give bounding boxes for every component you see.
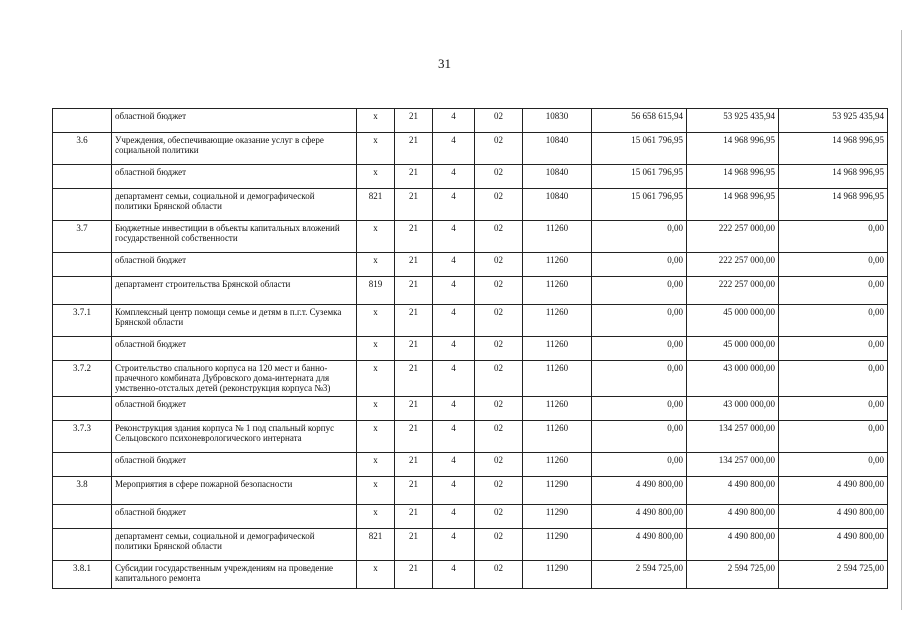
amount-year3-cell: 0,00 [779,453,888,477]
table-row [53,505,888,529]
table-row [53,397,888,421]
program-code-cell: 21 [395,337,433,361]
amount-year1-cell: 56 658 615,94 [592,109,687,133]
subprogram-code-cell: 4 [433,453,475,477]
table-row [53,477,888,505]
target-code-cell: 11260 [523,277,592,305]
program-code-cell: 21 [395,253,433,277]
program-code-cell: 21 [395,421,433,453]
admin-code-cell: х [357,561,395,589]
admin-code-cell: х [357,477,395,505]
target-code-cell: 11260 [523,221,592,253]
subprogram-code-cell: 4 [433,529,475,561]
row-name-cell: департамент семьи, социальной и демографической политики Брянской области [112,189,357,221]
section-code-cell: 02 [475,397,523,421]
amount-year1-cell: 0,00 [592,453,687,477]
amount-year1-cell: 0,00 [592,277,687,305]
amount-year3-cell: 4 490 800,00 [779,477,888,505]
section-code-cell: 02 [475,361,523,397]
program-code-cell: 21 [395,505,433,529]
target-code-cell: 11260 [523,337,592,361]
section-code-cell: 02 [475,165,523,189]
row-number-cell [53,109,112,133]
admin-code-cell: х [357,453,395,477]
amount-year1-cell: 2 594 725,00 [592,561,687,589]
row-name-cell: областной бюджет [112,337,357,361]
section-code-cell: 02 [475,133,523,165]
amount-year3-cell: 0,00 [779,277,888,305]
row-number-cell [53,277,112,305]
row-name-cell: Бюджетные инвестиции в объекты капитальных вложений государственной собственности [112,221,357,253]
row-number-cell [53,529,112,561]
row-number-cell [53,453,112,477]
table-row [53,277,888,305]
amount-year2-cell: 14 968 996,95 [687,133,779,165]
row-number-cell [53,337,112,361]
program-code-cell: 21 [395,277,433,305]
row-name-cell: Субсидии государственным учреждениям на проведение капитального ремонта [112,561,357,589]
page-number: 31 [438,56,451,71]
amount-year1-cell: 0,00 [592,421,687,453]
amount-year2-cell: 4 490 800,00 [687,505,779,529]
amount-year3-cell: 0,00 [779,253,888,277]
amount-year2-cell: 14 968 996,95 [687,165,779,189]
amount-year2-cell: 4 490 800,00 [687,477,779,505]
table-row [53,221,888,253]
amount-year3-cell: 0,00 [779,337,888,361]
target-code-cell: 10840 [523,189,592,221]
program-code-cell: 21 [395,361,433,397]
row-name-cell: департамент строительства Брянской области [112,277,357,305]
amount-year2-cell: 43 000 000,00 [687,397,779,421]
program-code-cell: 21 [395,189,433,221]
table-row [53,453,888,477]
table-row [53,133,888,165]
amount-year3-cell: 4 490 800,00 [779,529,888,561]
admin-code-cell: х [357,397,395,421]
target-code-cell: 10830 [523,109,592,133]
row-name-cell: департамент семьи, социальной и демографической политики Брянской области [112,529,357,561]
amount-year1-cell: 0,00 [592,305,687,337]
budget-table-body [53,109,888,589]
amount-year1-cell: 4 490 800,00 [592,505,687,529]
section-code-cell: 02 [475,189,523,221]
section-code-cell: 02 [475,477,523,505]
program-code-cell: 21 [395,529,433,561]
amount-year3-cell: 0,00 [779,221,888,253]
program-code-cell: 21 [395,221,433,253]
row-number-cell: 3.8.1 [53,561,112,589]
row-name-cell: Реконструкция здания корпуса № 1 под спальный корпус Сельцовского психоневрологического интерната [112,421,357,453]
target-code-cell: 11290 [523,561,592,589]
budget-table [52,108,888,589]
program-code-cell: 21 [395,305,433,337]
amount-year2-cell: 14 968 996,95 [687,189,779,221]
amount-year3-cell: 0,00 [779,305,888,337]
admin-code-cell: х [357,337,395,361]
row-number-cell [53,505,112,529]
amount-year1-cell: 4 490 800,00 [592,529,687,561]
amount-year2-cell: 222 257 000,00 [687,277,779,305]
row-number-cell [53,189,112,221]
row-name-cell: областной бюджет [112,453,357,477]
section-code-cell: 02 [475,221,523,253]
subprogram-code-cell: 4 [433,397,475,421]
row-number-cell [53,397,112,421]
amount-year2-cell: 2 594 725,00 [687,561,779,589]
row-number-cell: 3.6 [53,133,112,165]
program-code-cell: 21 [395,109,433,133]
amount-year2-cell: 134 257 000,00 [687,453,779,477]
row-number-cell: 3.7.1 [53,305,112,337]
program-code-cell: 21 [395,453,433,477]
subprogram-code-cell: 4 [433,253,475,277]
subprogram-code-cell: 4 [433,337,475,361]
table-row [53,337,888,361]
amount-year3-cell: 0,00 [779,421,888,453]
subprogram-code-cell: 4 [433,221,475,253]
amount-year3-cell: 14 968 996,95 [779,165,888,189]
subprogram-code-cell: 4 [433,133,475,165]
row-name-cell: областной бюджет [112,165,357,189]
section-code-cell: 02 [475,109,523,133]
target-code-cell: 11290 [523,477,592,505]
section-code-cell: 02 [475,421,523,453]
subprogram-code-cell: 4 [433,505,475,529]
amount-year1-cell: 4 490 800,00 [592,477,687,505]
amount-year1-cell: 0,00 [592,397,687,421]
row-number-cell: 3.7.2 [53,361,112,397]
amount-year2-cell: 45 000 000,00 [687,305,779,337]
subprogram-code-cell: 4 [433,421,475,453]
row-number-cell: 3.8 [53,477,112,505]
admin-code-cell: х [357,305,395,337]
subprogram-code-cell: 4 [433,277,475,305]
row-name-cell: областной бюджет [112,253,357,277]
amount-year1-cell: 15 061 796,95 [592,133,687,165]
row-number-cell: 3.7 [53,221,112,253]
subprogram-code-cell: 4 [433,561,475,589]
table-row [53,165,888,189]
amount-year1-cell: 0,00 [592,253,687,277]
amount-year3-cell: 14 968 996,95 [779,189,888,221]
target-code-cell: 11260 [523,397,592,421]
amount-year3-cell: 14 968 996,95 [779,133,888,165]
amount-year1-cell: 0,00 [592,221,687,253]
row-name-cell: областной бюджет [112,505,357,529]
subprogram-code-cell: 4 [433,305,475,337]
program-code-cell: 21 [395,561,433,589]
amount-year3-cell: 53 925 435,94 [779,109,888,133]
admin-code-cell: х [357,221,395,253]
section-code-cell: 02 [475,505,523,529]
admin-code-cell: х [357,421,395,453]
section-code-cell: 02 [475,277,523,305]
section-code-cell: 02 [475,453,523,477]
target-code-cell: 11260 [523,453,592,477]
target-code-cell: 11260 [523,305,592,337]
target-code-cell: 11260 [523,421,592,453]
admin-code-cell: 821 [357,189,395,221]
scan-edge-divider [901,30,902,610]
section-code-cell: 02 [475,305,523,337]
program-code-cell: 21 [395,133,433,165]
admin-code-cell: х [357,109,395,133]
amount-year2-cell: 222 257 000,00 [687,253,779,277]
amount-year2-cell: 53 925 435,94 [687,109,779,133]
amount-year1-cell: 15 061 796,95 [592,165,687,189]
admin-code-cell: х [357,165,395,189]
row-name-cell: Строительство спального корпуса на 120 мест и банно-прачечного комбината Дубровского дома-интерната для умственно-отсталых детей (реконструкция корпуса №3) [112,361,357,397]
target-code-cell: 11290 [523,529,592,561]
row-number-cell [53,253,112,277]
target-code-cell: 10840 [523,133,592,165]
amount-year2-cell: 222 257 000,00 [687,221,779,253]
table-row [53,421,888,453]
amount-year2-cell: 134 257 000,00 [687,421,779,453]
admin-code-cell: х [357,361,395,397]
row-name-cell: Комплексный центр помощи семье и детям в п.г.т. Суземка Брянской области [112,305,357,337]
target-code-cell: 10840 [523,165,592,189]
admin-code-cell: х [357,253,395,277]
amount-year3-cell: 0,00 [779,361,888,397]
admin-code-cell: 821 [357,529,395,561]
program-code-cell: 21 [395,397,433,421]
subprogram-code-cell: 4 [433,109,475,133]
table-row [53,253,888,277]
table-row [53,109,888,133]
amount-year2-cell: 45 000 000,00 [687,337,779,361]
admin-code-cell: х [357,133,395,165]
subprogram-code-cell: 4 [433,477,475,505]
row-name-cell: областной бюджет [112,109,357,133]
section-code-cell: 02 [475,561,523,589]
target-code-cell: 11260 [523,253,592,277]
admin-code-cell: х [357,505,395,529]
amount-year1-cell: 15 061 796,95 [592,189,687,221]
program-code-cell: 21 [395,165,433,189]
subprogram-code-cell: 4 [433,189,475,221]
admin-code-cell: 819 [357,277,395,305]
table-row [53,305,888,337]
amount-year2-cell: 43 000 000,00 [687,361,779,397]
row-number-cell: 3.7.3 [53,421,112,453]
section-code-cell: 02 [475,337,523,361]
amount-year1-cell: 0,00 [592,361,687,397]
amount-year1-cell: 0,00 [592,337,687,361]
table-row [53,561,888,589]
row-number-cell [53,165,112,189]
subprogram-code-cell: 4 [433,361,475,397]
amount-year3-cell: 4 490 800,00 [779,505,888,529]
amount-year3-cell: 0,00 [779,397,888,421]
amount-year3-cell: 2 594 725,00 [779,561,888,589]
table-row [53,189,888,221]
target-code-cell: 11290 [523,505,592,529]
row-name-cell: Мероприятия в сфере пожарной безопасности [112,477,357,505]
program-code-cell: 21 [395,477,433,505]
table-row [53,361,888,397]
subprogram-code-cell: 4 [433,165,475,189]
section-code-cell: 02 [475,253,523,277]
section-code-cell: 02 [475,529,523,561]
amount-year2-cell: 4 490 800,00 [687,529,779,561]
row-name-cell: областной бюджет [112,397,357,421]
row-name-cell: Учреждения, обеспечивающие оказание услуг в сфере социальной политики [112,133,357,165]
table-row [53,529,888,561]
target-code-cell: 11260 [523,361,592,397]
